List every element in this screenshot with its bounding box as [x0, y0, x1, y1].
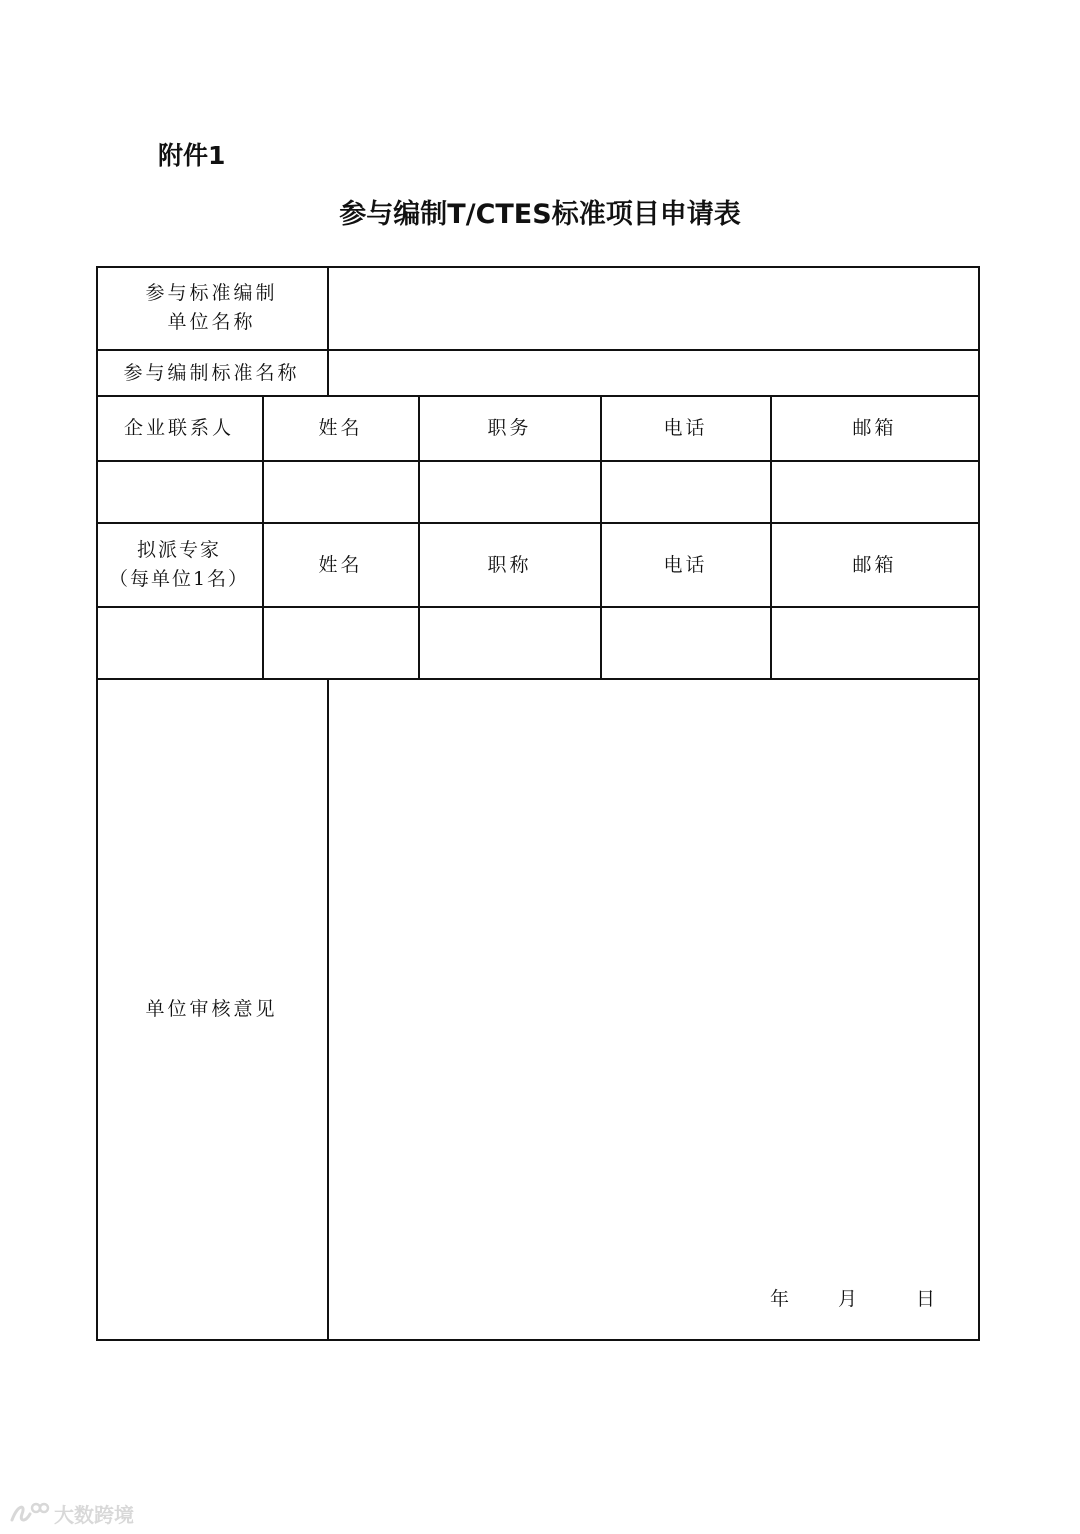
contact-position-field[interactable]	[420, 462, 600, 522]
attachment-label: 附件1	[158, 141, 226, 170]
review-label: 单位审核意见	[145, 998, 278, 1020]
border-bottom	[96, 1339, 980, 1341]
expert-email-field[interactable]	[772, 608, 978, 678]
contact-header-phone: 电话	[663, 417, 708, 439]
contact-phone-field[interactable]	[602, 462, 770, 522]
contact-header-name: 姓名	[318, 417, 363, 439]
contact-header-email: 邮箱	[852, 417, 897, 439]
contact-extra-field[interactable]	[98, 462, 262, 522]
expert-label: 拟派专家 （每单位1名）	[108, 539, 250, 590]
date-day-label: 日	[916, 1288, 936, 1310]
contact-label: 企业联系人	[123, 417, 234, 439]
expert-phone-field[interactable]	[602, 608, 770, 678]
expert-header-title: 职称	[487, 553, 532, 576]
date-month-label: 月	[838, 1288, 858, 1310]
watermark-text: 大数跨境	[54, 1502, 134, 1527]
application-form-table	[96, 266, 980, 1341]
expert-header-email: 邮箱	[852, 553, 897, 576]
expert-title-field[interactable]	[420, 608, 600, 678]
org-name-label: 参与标准编制 单位名称	[145, 282, 278, 333]
date-year-label: 年	[770, 1288, 790, 1310]
brand-logo-icon	[8, 1500, 50, 1526]
standard-name-field[interactable]	[329, 351, 978, 395]
watermark	[8, 1498, 134, 1528]
signature-date	[770, 1284, 940, 1312]
org-name-field[interactable]	[329, 268, 978, 349]
contact-header-position: 职务	[487, 417, 532, 439]
review-opinion-field[interactable]	[329, 680, 978, 1339]
contact-email-field[interactable]	[772, 462, 978, 522]
expert-name-field[interactable]	[264, 608, 418, 678]
contact-name-field[interactable]	[264, 462, 418, 522]
expert-header-name: 姓名	[318, 553, 363, 576]
expert-header-phone: 电话	[663, 553, 708, 576]
standard-name-label: 参与编制标准名称	[123, 361, 300, 384]
expert-extra-field[interactable]	[98, 608, 262, 678]
border-right	[978, 266, 980, 1341]
form-title: 参与编制T/CTES标准项目申请表	[339, 199, 741, 230]
